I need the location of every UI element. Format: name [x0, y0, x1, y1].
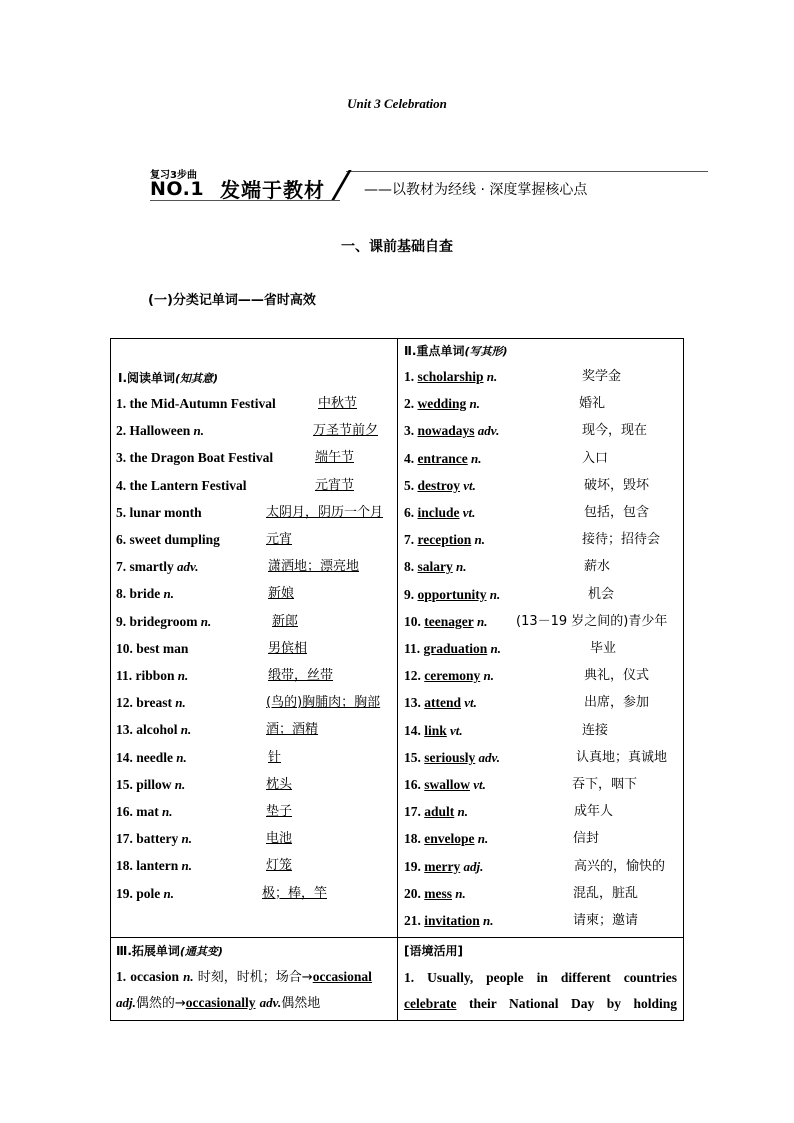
section-banner	[150, 166, 710, 202]
key-vocab-item-number: 17.	[404, 804, 425, 820]
key-vocab-part-of-speech: adv.	[474, 423, 500, 439]
reading-vocab-item-number: 10.	[116, 640, 137, 656]
key-vocab-item-number: 15.	[404, 749, 425, 765]
key-vocab-item-number: 20.	[404, 885, 425, 901]
key-vocab-meaning: (13－19 岁之间的)青少年	[516, 613, 668, 629]
key-vocab-word: salary	[417, 559, 453, 575]
reading-vocab-item-number: 7.	[116, 559, 130, 575]
key-vocab-part-of-speech: n.	[467, 450, 482, 466]
context-line-2-rest: their National Day by holding	[468, 996, 677, 1011]
reading-vocab-meaning: 潇洒地；漂亮地	[268, 559, 360, 575]
reading-vocab-row	[116, 478, 247, 495]
reading-vocab-word: pillow	[136, 776, 172, 792]
reading-vocab-meaning: 新郎	[272, 613, 299, 629]
reading-vocab-part-of-speech: n.	[178, 858, 192, 874]
reading-vocab-word: smartly	[129, 559, 174, 575]
reading-vocab-row	[116, 423, 204, 440]
key-vocab-word: nowadays	[417, 423, 475, 439]
reading-vocab-row	[116, 641, 188, 658]
reading-vocab-item-number: 8.	[116, 586, 130, 602]
reading-vocab-meaning: 万圣节前夕	[313, 423, 379, 439]
reading-vocab-meaning: 元宵	[266, 532, 293, 547]
key-vocab-word: attend	[424, 695, 461, 711]
reading-vocab-meaning: 男傧相	[268, 640, 308, 656]
key-vocab-item-number: 14.	[404, 722, 425, 738]
right-heading	[404, 343, 508, 360]
context-line-2	[404, 996, 677, 1012]
key-vocab-meaning: 出席，参加	[584, 695, 650, 711]
context-answer-word: celebrate	[404, 996, 457, 1011]
reading-vocab-item-number: 11.	[116, 668, 136, 683]
reading-vocab-item-number: 1.	[116, 396, 130, 411]
reading-vocab-part-of-speech: n.	[177, 722, 192, 738]
key-vocab-row	[404, 505, 475, 522]
key-vocab-word: reception	[417, 532, 472, 548]
key-vocab-meaning: 奖学金	[582, 369, 622, 384]
key-vocab-meaning: 连接	[582, 722, 609, 738]
key-vocab-part-of-speech: n.	[466, 396, 481, 412]
key-vocab-item-number: 13.	[404, 695, 425, 711]
expand-pos-2: adj.	[116, 995, 136, 1010]
key-vocab-word: teenager	[424, 613, 474, 629]
reading-vocab-row	[116, 750, 187, 767]
reading-vocab-row	[116, 614, 211, 631]
key-vocab-part-of-speech: vt.	[470, 777, 486, 792]
key-vocab-meaning: 请柬；邀请	[573, 913, 639, 928]
key-vocab-meaning: 混乱，脏乱	[573, 885, 639, 901]
key-vocab-row	[404, 641, 501, 658]
key-vocab-meaning: 现今，现在	[582, 423, 648, 439]
key-vocab-word: swallow	[424, 777, 471, 792]
key-vocab-row	[404, 668, 494, 685]
key-vocab-item-number: 11.	[404, 641, 424, 656]
key-vocab-row	[404, 396, 480, 413]
key-vocab-item-number: 21.	[404, 913, 425, 928]
key-vocab-word: graduation	[423, 641, 488, 656]
key-vocab-part-of-speech: vt.	[459, 505, 476, 520]
reading-vocab-part-of-speech: n.	[160, 586, 174, 602]
key-vocab-row	[404, 777, 486, 794]
reading-vocab-word: pole	[136, 885, 161, 901]
key-vocab-meaning: 典礼，仪式	[584, 668, 650, 684]
key-vocab-part-of-speech: n.	[480, 668, 494, 684]
key-vocab-part-of-speech: n.	[474, 831, 489, 847]
key-vocab-part-of-speech: n.	[487, 641, 502, 656]
reading-vocab-meaning: (鸟的)胸脯肉；胸部	[266, 695, 381, 711]
expand-derived-word-2: occasionally	[185, 995, 256, 1010]
reading-vocab-word: bride	[129, 586, 161, 602]
key-vocab-part-of-speech: n.	[479, 913, 494, 928]
reading-vocab-item-number: 17.	[116, 831, 137, 847]
key-vocab-word: adult	[424, 804, 455, 820]
key-vocab-row	[404, 559, 466, 576]
reading-vocab-item-number: 15.	[116, 776, 137, 792]
reading-vocab-item-number: 19.	[116, 885, 137, 901]
key-vocab-item-number: 16.	[404, 777, 425, 792]
key-vocab-item-number: 8.	[404, 559, 418, 575]
key-vocab-row	[404, 831, 488, 848]
reading-vocab-part-of-speech: n.	[178, 831, 192, 847]
reading-vocab-item-number: 16.	[116, 804, 137, 819]
expand-line-2	[116, 995, 320, 1012]
reading-vocab-meaning: 灯笼	[266, 858, 293, 874]
key-vocab-row	[404, 614, 487, 631]
expand-heading-main: Ⅲ.拓展单词	[116, 944, 180, 958]
banner-subheading: ——以教材为经线 · 深度掌握核心点	[364, 182, 588, 198]
reading-vocab-row	[116, 886, 174, 903]
key-vocab-meaning: 薪水	[584, 559, 611, 575]
reading-vocab-meaning: 太阴月，阴历一个月	[266, 504, 384, 520]
key-vocab-word: entrance	[417, 450, 468, 466]
reading-vocab-word: sweet dumpling	[129, 532, 220, 547]
key-vocab-part-of-speech: n.	[454, 804, 468, 820]
context-heading-text: [语境活用]	[404, 944, 463, 958]
reading-vocab-part-of-speech: n.	[173, 749, 187, 765]
key-vocab-row	[404, 804, 468, 821]
context-line-1: 1. Usually, people in different countries	[404, 970, 677, 985]
reading-vocab-meaning: 电池	[266, 831, 293, 847]
key-vocab-item-number: 9.	[404, 586, 418, 602]
key-vocab-part-of-speech: n.	[473, 613, 488, 629]
left-heading-main: Ⅰ.阅读单词	[118, 371, 176, 385]
reading-vocab-row	[116, 804, 172, 821]
reading-vocab-row	[116, 858, 192, 875]
reading-vocab-part-of-speech: n.	[190, 423, 204, 439]
reading-vocab-item-number: 4.	[116, 477, 130, 493]
reading-vocab-word: the Dragon Boat Festival	[129, 450, 274, 466]
reading-vocab-part-of-speech: adv.	[173, 559, 199, 575]
reading-vocab-item-number: 6.	[116, 532, 130, 547]
reading-vocab-word: mat	[136, 804, 159, 819]
reading-vocab-meaning: 新娘	[268, 586, 295, 602]
key-vocab-item-number: 4.	[404, 450, 418, 466]
key-vocab-meaning: 包括，包含	[584, 505, 650, 520]
key-vocab-row	[404, 451, 481, 468]
reading-vocab-item-number: 9.	[116, 613, 130, 629]
key-vocab-part-of-speech: vt.	[460, 477, 476, 493]
reading-vocab-meaning: 缎带，丝带	[268, 668, 334, 683]
left-heading	[118, 370, 218, 387]
key-vocab-item-number: 7.	[404, 532, 418, 548]
reading-vocab-part-of-speech: n.	[160, 885, 174, 901]
key-vocab-item-number: 10.	[404, 613, 425, 629]
key-vocab-meaning: 吞下，咽下	[572, 777, 638, 792]
key-vocab-item-number: 1.	[404, 369, 418, 384]
key-vocab-row	[404, 478, 476, 495]
key-vocab-word: wedding	[417, 396, 467, 412]
expand-line-1	[116, 969, 372, 986]
key-vocab-item-number: 5.	[404, 477, 418, 493]
key-vocab-row	[404, 886, 466, 903]
left-heading-note: (知其意)	[175, 372, 219, 385]
banner-heading: 发端于教材	[220, 178, 325, 202]
key-vocab-item-number: 19.	[404, 858, 425, 874]
reading-vocab-word: lantern	[136, 858, 179, 874]
key-vocab-meaning: 毕业	[590, 641, 617, 656]
reading-vocab-meaning: 枕头	[266, 776, 293, 792]
reading-vocab-row	[116, 532, 220, 549]
reading-vocab-word: needle	[136, 749, 173, 765]
expand-heading	[116, 943, 223, 960]
expand-meaning: 时刻，时机；场合→	[197, 970, 313, 985]
banner-top-rule	[346, 171, 708, 172]
reading-vocab-row	[116, 396, 276, 413]
reading-vocab-word: best man	[136, 640, 189, 656]
key-vocab-item-number: 12.	[404, 668, 425, 684]
reading-vocab-item-number: 13.	[116, 722, 137, 738]
reading-vocab-row	[116, 831, 192, 848]
key-vocab-row	[404, 859, 483, 876]
key-vocab-word: ceremony	[424, 668, 481, 684]
reading-vocab-row	[116, 668, 188, 685]
reading-vocab-part-of-speech: n.	[197, 613, 212, 629]
reading-vocab-row	[116, 559, 199, 576]
banner-number: NO.1	[150, 178, 205, 200]
reading-vocab-word: bridegroom	[129, 613, 198, 629]
reading-vocab-part-of-speech: n.	[172, 695, 186, 711]
key-vocab-meaning: 信封	[573, 831, 600, 847]
key-vocab-row	[404, 750, 500, 767]
expand-word: occasion	[130, 969, 180, 984]
expand-derived-word: occasional	[312, 969, 372, 984]
right-heading-note: (写其形)	[464, 345, 508, 358]
key-vocab-word: destroy	[417, 477, 460, 493]
expand-pos: n.	[183, 969, 194, 984]
reading-vocab-part-of-speech: n.	[174, 668, 189, 683]
reading-vocab-meaning: 元宵节	[315, 477, 355, 493]
reading-vocab-word: lunar month	[129, 504, 202, 520]
key-vocab-part-of-speech: adj.	[460, 858, 484, 874]
reading-vocab-row	[116, 722, 191, 739]
key-vocab-word: merry	[424, 858, 461, 874]
expand-meaning-2: 偶然的→	[135, 996, 186, 1011]
expand-pos-3: adv.	[259, 995, 282, 1010]
expand-meaning-3: 偶然地	[281, 996, 321, 1011]
reading-vocab-meaning: 极；棒，竿	[262, 885, 328, 901]
table-column-divider	[397, 339, 398, 1020]
key-vocab-row	[404, 369, 497, 386]
reading-vocab-part-of-speech: n.	[171, 776, 186, 792]
reading-vocab-item-number: 2.	[116, 423, 130, 439]
reading-vocab-row	[116, 695, 186, 712]
reading-vocab-part-of-speech: n.	[158, 804, 173, 819]
key-vocab-meaning: 高兴的，愉快的	[574, 858, 666, 874]
reading-vocab-word: Halloween	[129, 423, 191, 439]
expand-heading-note: (通其变)	[179, 945, 223, 958]
banner-small-label: 复习3步曲	[150, 170, 197, 181]
key-vocab-part-of-speech: vt.	[446, 722, 463, 738]
reading-vocab-word: alcohol	[136, 722, 178, 738]
unit-title: Unit 3 Celebration	[347, 96, 447, 111]
key-vocab-word: seriously	[424, 749, 476, 765]
sub-title: (一)分类记单词——省时高效	[148, 293, 316, 308]
key-vocab-word: scholarship	[417, 369, 484, 384]
section-title: 一、课前基础自查	[341, 239, 453, 255]
reading-vocab-item-number: 5.	[116, 504, 130, 520]
reading-vocab-meaning: 垫子	[266, 804, 293, 819]
reading-vocab-meaning: 酒；酒精	[266, 722, 319, 738]
key-vocab-part-of-speech: n.	[483, 369, 498, 384]
key-vocab-part-of-speech: n.	[486, 586, 501, 602]
key-vocab-part-of-speech: adv.	[475, 749, 501, 765]
key-vocab-item-number: 2.	[404, 396, 418, 412]
key-vocab-row	[404, 695, 477, 712]
reading-vocab-meaning: 针	[268, 749, 282, 765]
key-vocab-item-number: 3.	[404, 423, 418, 439]
key-vocab-meaning: 认真地；真诚地	[576, 749, 668, 765]
key-vocab-meaning: 婚礼	[579, 396, 606, 412]
right-heading-main: Ⅱ.重点单词	[404, 344, 465, 358]
reading-vocab-row	[116, 777, 185, 794]
key-vocab-word: envelope	[424, 831, 475, 847]
table-row-divider	[111, 937, 683, 938]
reading-vocab-item-number: 14.	[116, 749, 137, 765]
key-vocab-word: include	[417, 505, 460, 520]
key-vocab-meaning: 入口	[582, 450, 609, 466]
key-vocab-word: link	[424, 722, 447, 738]
key-vocab-meaning: 接待；招待会	[582, 532, 661, 548]
expand-num: 1.	[116, 969, 127, 984]
key-vocab-part-of-speech: vt.	[461, 695, 477, 711]
reading-vocab-row	[116, 586, 174, 603]
reading-vocab-meaning: 端午节	[315, 450, 355, 466]
key-vocab-word: invitation	[424, 913, 480, 928]
key-vocab-item-number: 18.	[404, 831, 425, 847]
reading-vocab-word: battery	[136, 831, 179, 847]
key-vocab-row	[404, 532, 485, 549]
key-vocab-part-of-speech: n.	[452, 559, 467, 575]
key-vocab-row	[404, 423, 499, 440]
key-vocab-row	[404, 913, 494, 930]
reading-vocab-item-number: 12.	[116, 695, 137, 711]
key-vocab-word: opportunity	[417, 586, 487, 602]
reading-vocab-word: breast	[136, 695, 172, 711]
key-vocab-item-number: 6.	[404, 505, 418, 520]
key-vocab-part-of-speech: n.	[471, 532, 485, 548]
key-vocab-part-of-speech: n.	[452, 885, 466, 901]
key-vocab-meaning: 破坏，毁坏	[584, 477, 650, 493]
context-heading	[404, 943, 463, 960]
reading-vocab-word: the Lantern Festival	[129, 477, 247, 493]
reading-vocab-item-number: 3.	[116, 450, 130, 466]
key-vocab-meaning: 机会	[588, 586, 615, 602]
reading-vocab-meaning: 中秋节	[318, 396, 358, 411]
key-vocab-meaning: 成年人	[574, 804, 614, 820]
reading-vocab-word: ribbon	[135, 668, 175, 683]
key-vocab-row	[404, 723, 463, 740]
key-vocab-row	[404, 587, 500, 604]
banner-bottom-rule	[150, 200, 340, 201]
reading-vocab-item-number: 18.	[116, 858, 137, 874]
banner-slash-divider	[331, 170, 351, 200]
reading-vocab-row	[116, 450, 273, 467]
reading-vocab-word: the Mid-Autumn Festival	[129, 396, 276, 411]
key-vocab-word: mess	[424, 885, 452, 901]
reading-vocab-row	[116, 505, 202, 522]
